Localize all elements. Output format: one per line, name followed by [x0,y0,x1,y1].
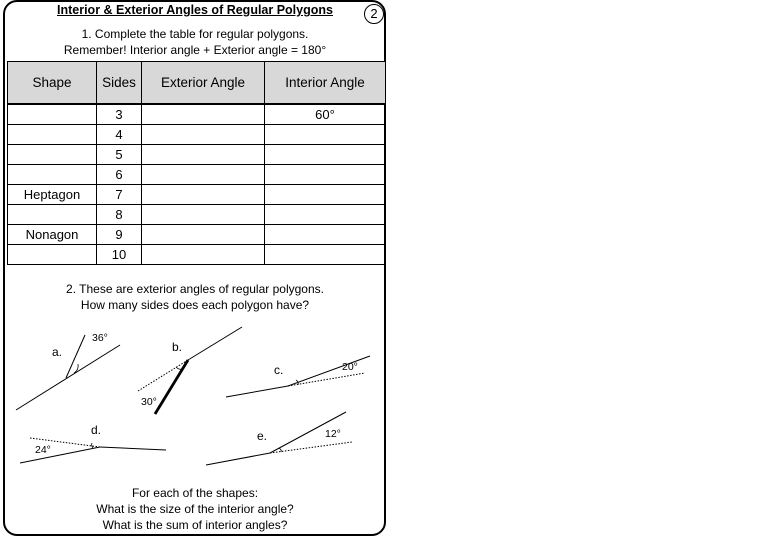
diagram-d-angle: 24° [35,444,51,456]
diagram-a-label: a. [52,345,63,359]
interior-cell[interactable] [265,125,386,145]
table-row [8,225,386,245]
exterior-cell[interactable] [142,185,265,205]
header-shape: Shape [8,62,97,105]
interior-cell[interactable]: 60° [265,104,386,125]
sides-cell: 5 [97,145,142,165]
sides-cell: 7 [97,185,142,205]
interior-cell[interactable] [265,225,386,245]
shape-cell[interactable] [8,165,97,185]
header-exterior-angle: Exterior Angle [142,62,265,105]
q2-line1: 2. These are exterior angles of regular polygons. [66,282,324,296]
diagram-e-label: e. [257,429,268,443]
table-row [8,145,386,165]
diagram-b [138,327,242,414]
q3-instruction [0,485,390,533]
diagram-d-label: d. [91,423,102,437]
exterior-cell[interactable] [142,245,265,265]
angles-table [7,61,386,265]
exterior-cell[interactable] [142,125,265,145]
table-row [8,205,386,225]
table-row [8,104,386,125]
exterior-angle-diagrams [0,320,390,475]
sides-cell: 4 [97,125,142,145]
table-row [8,125,386,145]
sides-cell: 3 [97,104,142,125]
page-number-badge: 2 [364,4,384,24]
shape-cell[interactable] [8,125,97,145]
interior-cell[interactable] [265,205,386,225]
shape-cell[interactable] [8,245,97,265]
q3-line2: What is the size of the interior angle? [96,502,294,516]
table-row [8,165,386,185]
diagram-c-angle: 20° [342,361,358,373]
q1-instruction [0,26,390,58]
q2-instruction [0,281,390,313]
diagram-e [206,412,352,465]
diagram-e-angle: 12° [325,428,341,440]
diagram-c [226,356,370,397]
diagram-a [16,332,120,410]
q1-line2: Remember! Interior angle + Exterior angle = 180° [63,43,327,57]
sides-cell: 6 [97,165,142,185]
diagram-d [20,423,166,463]
exterior-cell[interactable] [142,165,265,185]
header-sides: Sides [97,62,142,105]
header-interior-angle: Interior Angle [265,62,386,105]
shape-cell[interactable]: Heptagon [8,185,97,205]
q3-line1: For each of the shapes: [131,486,259,500]
exterior-cell[interactable] [142,225,265,245]
sides-cell: 8 [97,205,142,225]
q3-line3: What is the sum of interior angles? [102,518,288,532]
shape-cell[interactable]: Nonagon [8,225,97,245]
q2-line2: How many sides does each polygon have? [80,298,310,312]
q1-line1: 1. Complete the table for regular polygons. [81,27,309,41]
table-header-row [8,62,386,105]
diagram-b-label: b. [172,340,183,354]
diagram-c-label: c. [274,363,284,377]
diagram-b-angle: 30° [141,396,157,408]
sides-cell: 9 [97,225,142,245]
interior-cell[interactable] [265,165,386,185]
shape-cell[interactable] [8,205,97,225]
shape-cell[interactable] [8,145,97,165]
table-row [8,185,386,205]
exterior-cell[interactable] [142,145,265,165]
interior-cell[interactable] [265,245,386,265]
shape-cell[interactable] [8,104,97,125]
table-row [8,245,386,265]
worksheet-title: Interior & Exterior Angles of Regular Polygons [57,3,333,17]
exterior-cell[interactable] [142,104,265,125]
exterior-cell[interactable] [142,205,265,225]
interior-cell[interactable] [265,185,386,205]
interior-cell[interactable] [265,145,386,165]
diagram-a-angle: 36° [92,332,108,344]
sides-cell: 10 [97,245,142,265]
